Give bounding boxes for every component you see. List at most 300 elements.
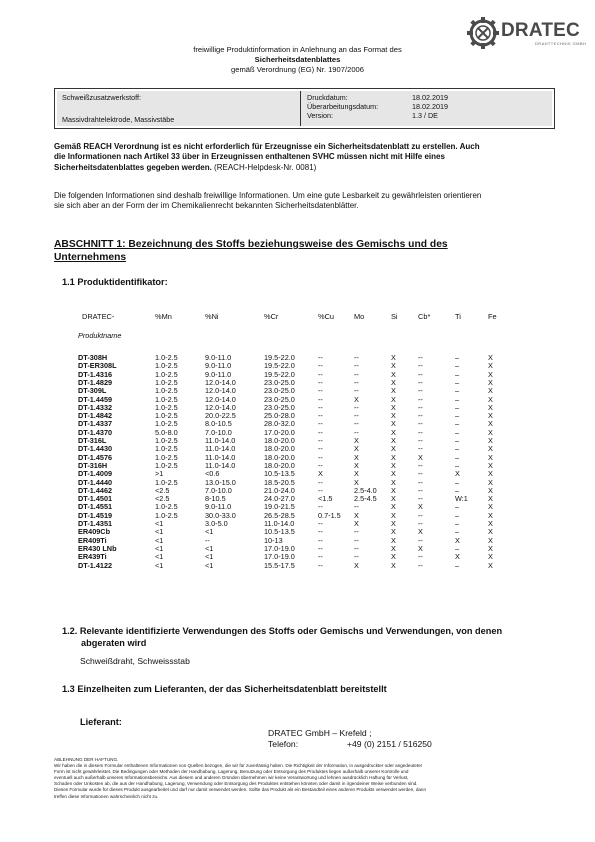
table-cell-ni: 8-10.5 bbox=[205, 494, 226, 504]
table-cell-cb: -- bbox=[418, 427, 423, 437]
table-cell-mo: X bbox=[354, 469, 359, 479]
table-cell-cr: 18.0-20.0 bbox=[264, 460, 295, 470]
table-cell-cu: -- bbox=[318, 353, 323, 362]
table-cell-fe: X bbox=[488, 394, 493, 404]
table-cell-si: X bbox=[391, 411, 396, 421]
table-cell-ti: – bbox=[455, 361, 460, 371]
table-cell-mo: X bbox=[354, 444, 359, 454]
revision-date-value: 18.02.2019 bbox=[412, 102, 448, 111]
table-cell-fe: X bbox=[488, 527, 493, 537]
table-cell-mo: -- bbox=[354, 419, 359, 429]
table-cell-mo: -- bbox=[354, 427, 359, 437]
table-cell-si: X bbox=[391, 527, 396, 537]
table-cell-mn: <1 bbox=[155, 519, 164, 528]
table-cell-mo: X bbox=[354, 477, 359, 487]
table-cell-fe: X bbox=[488, 436, 493, 445]
table-cell-cb: -- bbox=[418, 361, 423, 371]
table-cell-mn: 1.0-2.5 bbox=[155, 444, 178, 454]
table-cell-fe: X bbox=[488, 535, 493, 545]
table-cell-ti: W:1 bbox=[455, 494, 468, 504]
table-cell-product: DT-1.4551 bbox=[78, 502, 113, 512]
table-cell-si: X bbox=[391, 427, 396, 437]
table-cell-cu: -- bbox=[318, 386, 323, 396]
table-cell-cr: 17.0-19.0 bbox=[264, 552, 295, 562]
table-cell-ti: – bbox=[455, 436, 460, 445]
table-cell-cb: -- bbox=[418, 494, 423, 504]
table-cell-fe: X bbox=[488, 361, 493, 371]
table-cell-product: DT-1.4122 bbox=[78, 560, 113, 570]
table-cell-cb: -- bbox=[418, 419, 423, 429]
table-cell-mn: 1.0-2.5 bbox=[155, 502, 178, 512]
table-cell-cr: 23.0-25.0 bbox=[264, 377, 295, 387]
reach-line-3-bold: Sicherheitsdatenblattes gegeben werden. bbox=[54, 162, 212, 172]
table-cell-si: X bbox=[391, 436, 396, 445]
intro-paragraph bbox=[54, 191, 564, 212]
table-cell-mn: 5.0-8.0 bbox=[155, 427, 178, 437]
logo-subtitle: DRAHTTECHNIK GMBH bbox=[535, 41, 587, 46]
table-cell-cu: -- bbox=[318, 411, 323, 421]
table-cell-si: X bbox=[391, 361, 396, 371]
table-cell-ni: 3.0-5.0 bbox=[205, 519, 228, 528]
table-cell-product: DT-308H bbox=[78, 353, 108, 362]
table-cell-cu: 0.7-1.5 bbox=[318, 510, 341, 520]
table-cell-fe: X bbox=[488, 560, 493, 570]
table-cell-ni: 11.0-14.0 bbox=[205, 460, 236, 470]
table-cell-ti: – bbox=[455, 353, 460, 362]
table-cell-product: ER439Ti bbox=[78, 552, 107, 562]
table-cell-product: ER409Cb bbox=[78, 527, 111, 537]
table-cell-cb: -- bbox=[418, 369, 423, 379]
table-cell-cb: -- bbox=[418, 402, 423, 412]
disclaimer-line-5: Dieses Formular wurde für dieses Produkt ausgearbeitet und darf nur damit verwendet werden. Sollte das Produkt als ein Bestandteil eines anderen Produkts verwendet werden, dann bbox=[54, 787, 427, 793]
table-cell-mo: -- bbox=[354, 402, 359, 412]
table-cell-cu: X bbox=[318, 469, 323, 479]
table-header-cu: %Cu bbox=[318, 312, 335, 321]
table-cell-ti: – bbox=[455, 527, 460, 537]
table-cell-cr: 25.0-28.0 bbox=[264, 411, 295, 421]
table-cell-cu: -- bbox=[318, 444, 323, 454]
table-cell-cu: -- bbox=[318, 543, 323, 553]
table-cell-cr: 23.0-25.0 bbox=[264, 394, 295, 404]
table-cell-ti: – bbox=[455, 452, 460, 462]
reach-line-1: Gemäß REACH Verordnung ist es nicht erforderlich für Erzeugnisse ein Sicherheitsdatenblatt zu erstellen. Auch bbox=[54, 142, 480, 151]
section-1-title bbox=[54, 238, 554, 264]
table-cell-ti: – bbox=[455, 485, 460, 495]
table-cell-ni: 9.0-11.0 bbox=[205, 353, 232, 362]
table-cell-cu: -- bbox=[318, 402, 323, 412]
table-cell-cb: X bbox=[418, 452, 423, 462]
table-cell-si: X bbox=[391, 377, 396, 387]
table-cell-ni: 11.0-14.0 bbox=[205, 436, 236, 445]
material-label: Schweißzusatzwerkstoff: bbox=[62, 93, 141, 102]
version-label: Version: bbox=[307, 111, 333, 120]
table-cell-mn: 1.0-2.5 bbox=[155, 411, 178, 421]
disclaimer-line-6: treffen diese Informationen wahrscheinlich nicht zu. bbox=[54, 793, 159, 799]
table-cell-si: X bbox=[391, 402, 396, 412]
table-cell-mo: -- bbox=[354, 502, 359, 512]
supplier-label: Lieferant: bbox=[80, 717, 122, 727]
table-header-product: DRATEC- bbox=[82, 312, 115, 321]
table-cell-product: DT-316H bbox=[78, 460, 108, 470]
table-cell-cr: 19.5-22.0 bbox=[264, 361, 295, 371]
table-cell-cu: -- bbox=[318, 427, 323, 437]
subsection-1-1-title: 1.1 Produktidentifikator: bbox=[62, 277, 168, 287]
table-cell-fe: X bbox=[488, 519, 493, 528]
table-cell-cr: 18.0-20.0 bbox=[264, 436, 295, 445]
product-info-box bbox=[54, 88, 555, 129]
table-cell-cb: -- bbox=[418, 519, 423, 528]
table-cell-ni: 11.0-14.0 bbox=[205, 444, 236, 454]
table-cell-si: X bbox=[391, 494, 396, 504]
table-cell-cr: 17.0-20.0 bbox=[264, 427, 295, 437]
table-cell-mo: -- bbox=[354, 377, 359, 387]
table-cell-si: X bbox=[391, 535, 396, 545]
table-cell-mn: 1.0-2.5 bbox=[155, 361, 178, 371]
table-cell-product: DT-1.4009 bbox=[78, 469, 113, 479]
table-cell-ti: – bbox=[455, 411, 460, 421]
table-cell-cr: 18.5-20.5 bbox=[264, 477, 295, 487]
table-cell-ti: – bbox=[455, 419, 460, 429]
table-header-mo: Mo bbox=[354, 312, 365, 321]
supplier-phone-label: Telefon: bbox=[268, 739, 299, 749]
table-cell-cr: 10-13 bbox=[264, 535, 283, 545]
table-cell-cr: 10.5-13.5 bbox=[264, 527, 295, 537]
table-cell-mn: 1.0-2.5 bbox=[155, 477, 178, 487]
table-cell-mn: 1.0-2.5 bbox=[155, 510, 178, 520]
table-header-fe: Fe bbox=[488, 312, 497, 321]
table-cell-product: DT-1.4501 bbox=[78, 494, 113, 504]
table-cell-cu: -- bbox=[318, 477, 323, 487]
table-cell-mn: <1 bbox=[155, 560, 164, 570]
table-cell-product: DT-1.4459 bbox=[78, 394, 113, 404]
table-cell-cu: -- bbox=[318, 436, 323, 445]
table-cell-cb: -- bbox=[418, 460, 423, 470]
section-1-title-line-2: Unternehmens bbox=[54, 252, 127, 263]
table-cell-ti: – bbox=[455, 510, 460, 520]
table-cell-cr: 18.0-20.0 bbox=[264, 444, 295, 454]
table-cell-mo: -- bbox=[354, 527, 359, 537]
table-cell-si: X bbox=[391, 477, 396, 487]
table-cell-cr: 17.0-19.0 bbox=[264, 543, 295, 553]
table-cell-fe: X bbox=[488, 444, 493, 454]
table-cell-fe: X bbox=[488, 502, 493, 512]
material-value: Massivdrahtelektrode, Massivstäbe bbox=[62, 115, 175, 124]
table-cell-cu: -- bbox=[318, 519, 323, 528]
disclaimer-line-2: Form ist nicht gewährleistet. Die Bedingungen oder Methoden der Handhabung, Lagerung, Benutzung oder Entsorgung des Produktes liegen außerhalb unserer Kontrolle und bbox=[54, 769, 409, 775]
table-cell-mn: 1.0-2.5 bbox=[155, 369, 178, 379]
table-cell-cu: -- bbox=[318, 485, 323, 495]
table-cell-mn: 1.0-2.5 bbox=[155, 377, 178, 387]
table-cell-cb: X bbox=[418, 543, 423, 553]
table-cell-cb: -- bbox=[418, 394, 423, 404]
table-cell-cu: -- bbox=[318, 377, 323, 387]
table-cell-cb: -- bbox=[418, 510, 423, 520]
table-cell-ti: X bbox=[455, 552, 460, 562]
table-cell-ni: 7.0-10.0 bbox=[205, 427, 232, 437]
table-cell-ni: 12.0-14.0 bbox=[205, 402, 236, 412]
table-cell-ti: – bbox=[455, 394, 460, 404]
table-cell-product: ER409Ti bbox=[78, 535, 107, 545]
table-cell-si: X bbox=[391, 502, 396, 512]
table-cell-cr: 19.5-22.0 bbox=[264, 369, 295, 379]
table-cell-mn: 1.0-2.5 bbox=[155, 460, 178, 470]
header-line-1: freiwillige Produktinformation in Anlehnung an das Format des bbox=[193, 45, 402, 54]
table-header-si: Si bbox=[391, 312, 398, 321]
table-cell-cb: -- bbox=[418, 436, 423, 445]
table-cell-cb: -- bbox=[418, 552, 423, 562]
table-cell-cb: -- bbox=[418, 535, 423, 545]
table-cell-fe: X bbox=[488, 477, 493, 487]
intro-line-2: sie sich aber an der Form der im Chemikalienrecht bekannten Sicherheitsdatenblätter. bbox=[54, 201, 359, 211]
subsection-1-2-title-line-1: 1.2. Relevante identifizierte Verwendungen des Stoffs oder Gemischs und Verwendungen, von denen bbox=[62, 626, 503, 636]
table-cell-mn: 1.0-2.5 bbox=[155, 394, 178, 404]
table-cell-si: X bbox=[391, 353, 396, 362]
table-header-cb: Cb* bbox=[418, 312, 431, 321]
table-cell-ni: 8.0-10.5 bbox=[205, 419, 232, 429]
revision-date-label: Überarbeitungsdatum: bbox=[307, 102, 379, 111]
table-cell-ni: 11.0-14.0 bbox=[205, 452, 236, 462]
table-cell-mo: -- bbox=[354, 353, 359, 362]
print-date-label: Druckdatum: bbox=[307, 93, 348, 102]
table-cell-mn: 1.0-2.5 bbox=[155, 419, 178, 429]
table-cell-mn: <1 bbox=[155, 552, 164, 562]
table-cell-mo: -- bbox=[354, 552, 359, 562]
table-cell-cr: 19.0-21.5 bbox=[264, 502, 295, 512]
table-cell-ni: 12.0-14.0 bbox=[205, 386, 236, 396]
table-cell-fe: X bbox=[488, 427, 493, 437]
table-cell-mn: <1 bbox=[155, 527, 164, 537]
table-cell-cu: -- bbox=[318, 361, 323, 371]
table-cell-cu: -- bbox=[318, 552, 323, 562]
table-cell-mn: <2.5 bbox=[155, 485, 170, 495]
table-cell-fe: X bbox=[488, 552, 493, 562]
table-cell-mn: 1.0-2.5 bbox=[155, 436, 178, 445]
table-cell-ni: <1 bbox=[205, 560, 214, 570]
table-cell-ni: <1 bbox=[205, 527, 214, 537]
reach-line-2: die Informationen nach Artikel 33 über in Erzeugnissen enthaltenen SVHC müssen nicht mit Hilfe eines bbox=[54, 152, 445, 162]
table-cell-product: DT-1.4430 bbox=[78, 444, 113, 454]
table-cell-si: X bbox=[391, 469, 396, 479]
table-cell-mo: X bbox=[354, 436, 359, 445]
table-cell-product: DT-1.4337 bbox=[78, 419, 113, 429]
table-cell-ni: 12.0-14.0 bbox=[205, 377, 236, 387]
table-cell-si: X bbox=[391, 394, 396, 404]
table-cell-cb: -- bbox=[418, 444, 423, 454]
reach-line-3-ref: (REACH-Helpdesk-Nr. 0081) bbox=[211, 162, 317, 172]
subsection-1-2-title bbox=[62, 625, 562, 649]
section-1-title-line-1: ABSCHNITT 1: Bezeichnung des Stoffs beziehungsweise des Gemischs und des bbox=[54, 239, 448, 250]
table-cell-product: DT-1.4842 bbox=[78, 411, 113, 421]
table-cell-cr: 26.5-28.5 bbox=[264, 510, 295, 520]
table-cell-product: DT-1.4370 bbox=[78, 427, 113, 437]
table-cell-ni: 7.0-10.0 bbox=[205, 485, 232, 495]
table-cell-mo: X bbox=[354, 560, 359, 570]
table-cell-ti: – bbox=[455, 386, 460, 396]
table-cell-ti: – bbox=[455, 377, 460, 387]
table-cell-mo: X bbox=[354, 519, 359, 528]
disclaimer-line-1: Wir haben die in diesem Formular enthaltenen Informationen von Quellen bezogen, die wir für zuverlässig halten. Die Richtigkeit der Information, in ausgedruckter oder angedeuteter bbox=[54, 763, 423, 769]
table-cell-product: DT-316L bbox=[78, 436, 107, 445]
table-cell-cu: -- bbox=[318, 460, 323, 470]
table-cell-product: DT-309L bbox=[78, 386, 107, 396]
table-cell-cb: -- bbox=[418, 353, 423, 362]
header-line-2: Sicherheitsdatenblattes bbox=[254, 54, 341, 64]
table-cell-mo: X bbox=[354, 510, 359, 520]
table-cell-product: DT-ER308L bbox=[78, 361, 117, 371]
table-cell-mn: 1.0-2.5 bbox=[155, 452, 178, 462]
table-cell-ti: – bbox=[455, 402, 460, 412]
table-cell-mn: <2.5 bbox=[155, 494, 170, 504]
table-cell-fe: X bbox=[488, 494, 493, 504]
table-cell-ti: – bbox=[455, 502, 460, 512]
disclaimer-line-3: eventuell auch außerhalb unseres Informationsbereichs. Aus diesem und anderen Gründen übernehmen wir keine Verantwortung und lehnen ausdrücklich Haftung für Verlust, bbox=[54, 775, 409, 781]
table-cell-cr: 23.0-25.0 bbox=[264, 386, 295, 396]
table-cell-fe: X bbox=[488, 543, 493, 553]
table-cell-si: X bbox=[391, 560, 396, 570]
table-cell-product: DT-1.4440 bbox=[78, 477, 113, 487]
table-cell-mo: X bbox=[354, 452, 359, 462]
table-cell-mo: X bbox=[354, 394, 359, 404]
table-cell-si: X bbox=[391, 386, 396, 396]
table-cell-product: DT-1.4462 bbox=[78, 485, 113, 495]
table-cell-cr: 19.5-22.0 bbox=[264, 353, 295, 362]
table-cell-si: X bbox=[391, 460, 396, 470]
version-value: 1.3 / DE bbox=[412, 111, 438, 120]
subsection-1-2-body: Schweißdraht, Schweissstab bbox=[80, 656, 190, 666]
table-cell-cu: -- bbox=[318, 419, 323, 429]
print-date-value: 18.02.2019 bbox=[412, 93, 448, 102]
table-cell-cr: 21.0-24.0 bbox=[264, 485, 295, 495]
subsection-1-2-title-line-2: abgeraten wird bbox=[81, 638, 147, 648]
table-cell-si: X bbox=[391, 510, 396, 520]
intro-line-1: Die folgenden Informationen sind deshalb freiwillige Informationen. Um eine gute Lesbarkeit zu gewährleisten orientieren bbox=[54, 191, 482, 200]
table-cell-mo: X bbox=[354, 460, 359, 470]
table-cell-si: X bbox=[391, 543, 396, 553]
table-cell-fe: X bbox=[488, 419, 493, 429]
table-cell-ni: -- bbox=[205, 535, 210, 545]
table-cell-ni: 9.0-11.0 bbox=[205, 502, 232, 512]
table-cell-ni: <1 bbox=[205, 543, 214, 553]
table-cell-si: X bbox=[391, 485, 396, 495]
header-line-3: gemäß Verordnung (EG) Nr. 1907/2006 bbox=[231, 64, 364, 74]
table-cell-product: DT-1.4829 bbox=[78, 377, 113, 387]
table-cell-cu: -- bbox=[318, 394, 323, 404]
table-cell-si: X bbox=[391, 419, 396, 429]
table-cell-product: DT-1.4576 bbox=[78, 452, 113, 462]
table-cell-ti: – bbox=[455, 519, 460, 528]
table-cell-si: X bbox=[391, 369, 396, 379]
table-cell-ni: 20.0-22.5 bbox=[205, 411, 236, 421]
table-cell-fe: X bbox=[488, 460, 493, 470]
table-cell-fe: X bbox=[488, 353, 493, 362]
table-header-mn: %Mn bbox=[155, 312, 172, 321]
table-cell-si: X bbox=[391, 452, 396, 462]
subsection-1-3-title: 1.3 Einzelheiten zum Lieferanten, der das Sicherheitsdatenblatt bereitstellt bbox=[62, 684, 387, 694]
table-cell-ni: 30.0-33.0 bbox=[205, 510, 236, 520]
table-cell-fe: X bbox=[488, 402, 493, 412]
table-cell-fe: X bbox=[488, 485, 493, 495]
table-cell-ti: X bbox=[455, 469, 460, 479]
table-cell-si: X bbox=[391, 519, 396, 528]
table-cell-ni: 13.0-15.0 bbox=[205, 477, 236, 487]
table-cell-cb: -- bbox=[418, 560, 423, 570]
table-subheader: Produktname bbox=[78, 331, 122, 340]
disclaimer-line-4: Schaden oder Unkosten ab, die aus der Handhabung, Lagerung, Verwendung oder Entsorgung des Produktes entstehen könnten oder damit in irgendeiner Weise verbunden sind. bbox=[54, 781, 418, 787]
table-cell-cu: <1.5 bbox=[318, 494, 333, 504]
table-cell-cr: 18.0-20.0 bbox=[264, 452, 295, 462]
table-cell-ni: 9.0-11.0 bbox=[205, 361, 232, 371]
supplier-phone-value: +49 (0) 2151 / 516250 bbox=[347, 739, 432, 749]
table-header-ti: Ti bbox=[455, 312, 461, 321]
table-cell-cu: -- bbox=[318, 560, 323, 570]
table-cell-mn: >1 bbox=[155, 469, 164, 479]
table-cell-cb: X bbox=[418, 527, 423, 537]
table-cell-product: DT-1.4316 bbox=[78, 369, 113, 379]
table-cell-ti: – bbox=[455, 560, 460, 570]
table-cell-mn: <1 bbox=[155, 543, 164, 553]
table-cell-cr: 15.5-17.5 bbox=[264, 560, 295, 570]
table-cell-cb: -- bbox=[418, 469, 423, 479]
table-cell-ni: <1 bbox=[205, 552, 214, 562]
table-cell-mn: <1 bbox=[155, 535, 164, 545]
table-cell-product: DT-1.4519 bbox=[78, 510, 113, 520]
disclaimer-title: ABLEHNUNG DER HAFTUNG. bbox=[54, 757, 119, 762]
table-cell-fe: X bbox=[488, 377, 493, 387]
logo-brand: DRATEC bbox=[501, 20, 580, 41]
table-cell-cr: 28.0-32.0 bbox=[264, 419, 295, 429]
table-cell-cr: 24.0-27.0 bbox=[264, 494, 295, 504]
liability-disclaimer bbox=[54, 757, 549, 800]
table-cell-cr: 10.5-13.5 bbox=[264, 469, 295, 479]
table-cell-mo: -- bbox=[354, 535, 359, 545]
table-cell-ti: – bbox=[455, 427, 460, 437]
table-cell-mo: 2.5-4.0 bbox=[354, 485, 377, 495]
table-cell-si: X bbox=[391, 444, 396, 454]
table-cell-product: DT-1.4332 bbox=[78, 402, 113, 412]
table-cell-si: X bbox=[391, 552, 396, 562]
table-cell-ni: 9.0-11.0 bbox=[205, 369, 232, 379]
table-cell-cu: -- bbox=[318, 452, 323, 462]
table-cell-mn: 1.0-2.5 bbox=[155, 402, 178, 412]
table-cell-ti: – bbox=[455, 477, 460, 487]
table-cell-ti: – bbox=[455, 369, 460, 379]
document-header bbox=[0, 45, 595, 74]
table-cell-cb: X bbox=[418, 502, 423, 512]
table-cell-product: DT-1.4351 bbox=[78, 519, 113, 528]
table-cell-cr: 11.0-14.0 bbox=[264, 519, 295, 528]
table-cell-ni: <0.6 bbox=[205, 469, 220, 479]
table-cell-mo: 2.5-4.5 bbox=[354, 494, 377, 504]
table-cell-mn: 1.0-2.5 bbox=[155, 386, 178, 396]
table-cell-ti: – bbox=[455, 543, 460, 553]
table-cell-cb: -- bbox=[418, 377, 423, 387]
table-header-cr: %Cr bbox=[264, 312, 279, 321]
table-cell-product: ER430 LNb bbox=[78, 543, 117, 553]
table-cell-mo: -- bbox=[354, 386, 359, 396]
table-cell-cb: -- bbox=[418, 411, 423, 421]
table-cell-fe: X bbox=[488, 510, 493, 520]
table-cell-cb: -- bbox=[418, 386, 423, 396]
table-cell-fe: X bbox=[488, 411, 493, 421]
table-cell-mo: -- bbox=[354, 369, 359, 379]
table-cell-mo: -- bbox=[354, 411, 359, 421]
table-cell-fe: X bbox=[488, 369, 493, 379]
table-cell-ti: – bbox=[455, 444, 460, 454]
table-cell-cr: 23.0-25.0 bbox=[264, 402, 295, 412]
table-cell-mo: -- bbox=[354, 543, 359, 553]
table-header-ni: %Ni bbox=[205, 312, 219, 321]
table-cell-ni: 12.0-14.0 bbox=[205, 394, 236, 404]
